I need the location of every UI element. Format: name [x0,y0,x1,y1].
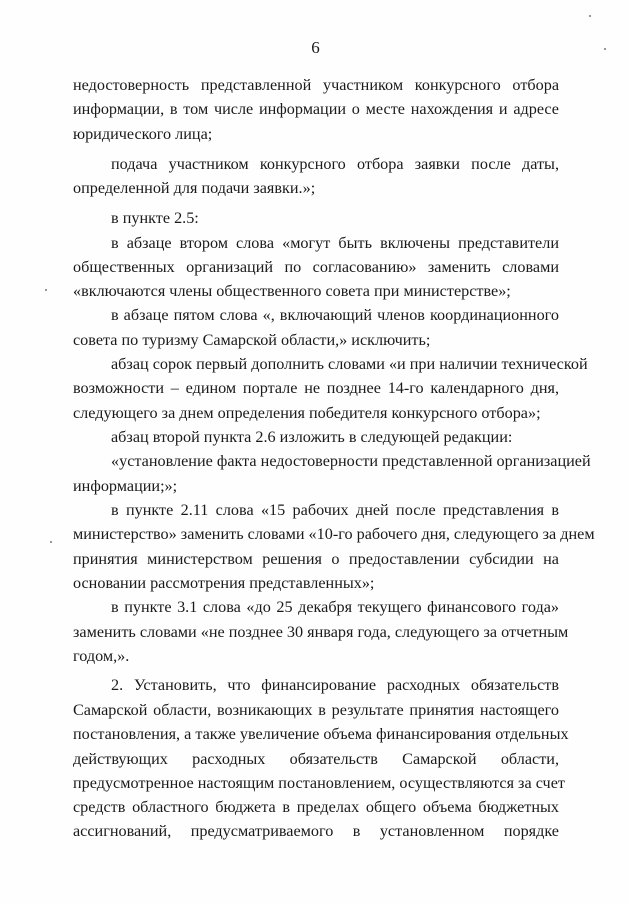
text-line: действующих расходных обязательств Самарской области, [73,750,559,768]
text-line: принятия министерством решения о предоставлении субсидии на [73,550,559,568]
text-line: недостоверность представленной участником конкурсного отбора [73,76,559,94]
text-line: в абзаце пятом слова «, включающий членов координационного [111,306,559,324]
text-line: средств областного бюджета в пределах общего объема бюджетных [73,798,559,816]
text-line: основании рассмотрения представленных»; [73,574,375,592]
text-line: ассигнований, предусматриваемого в установленном порядке [73,822,559,840]
text-line: «включаются члены общественного совета при министерстве»; [73,282,511,300]
text-line: подача участником конкурсного отбора заявки после даты, [111,155,559,173]
text-line: заменить словами «не позднее 30 января года, следующего за отчетным [73,623,569,641]
text-line: в абзаце втором слова «могут быть включены представители [111,234,559,252]
text-line: Самарской области, возникающих в результате принятия настоящего [73,701,559,719]
text-line: следующего за днем определения победителя конкурсного отбора»; [73,404,541,422]
text-line: в пункте 2.5: [111,209,199,227]
scan-speck [604,48,606,50]
text-line: министерство» заменить словами «10-го рабочего дня, следующего за днем [73,525,595,543]
page-number: 6 [311,38,320,57]
text-line: «установление факта недостоверности представленной организацией [111,452,591,470]
text-line: общественных организаций по согласованию» заменить словами [73,258,559,276]
text-line: юридического лица; [73,125,213,143]
text-line: определенной для подачи заявки.»; [73,179,316,197]
text-line: годом,». [73,647,130,665]
text-line: возможности – едином портале не позднее 14-го календарного дня, [73,379,559,397]
text-line: в пункте 3.1 слова «до 25 декабря текущего финансового года» [111,598,559,616]
text-line: информации, в том числе информации о месте нахождения и адресе [73,100,559,118]
text-line: абзац второй пункта 2.6 изложить в следующей редакции: [111,428,513,446]
scan-speck [45,289,47,291]
text-line: абзац сорок первый дополнить словами «и при наличии технической [111,355,588,373]
text-line: постановления, а также увеличение объема финансирования отдельных [73,725,569,743]
text-line: предусмотренное настоящим постановлением, осуществляются за счет [73,774,565,792]
scan-speck [589,15,591,17]
text-line: совета по туризму Самарской области,» исключить; [73,331,431,349]
text-line: 2. Установить, что финансирование расходных обязательств [111,676,559,694]
text-line: информации;»; [73,477,178,495]
text-line: в пункте 2.11 слова «15 рабочих дней после представления в [111,501,559,519]
scan-speck [50,541,52,543]
